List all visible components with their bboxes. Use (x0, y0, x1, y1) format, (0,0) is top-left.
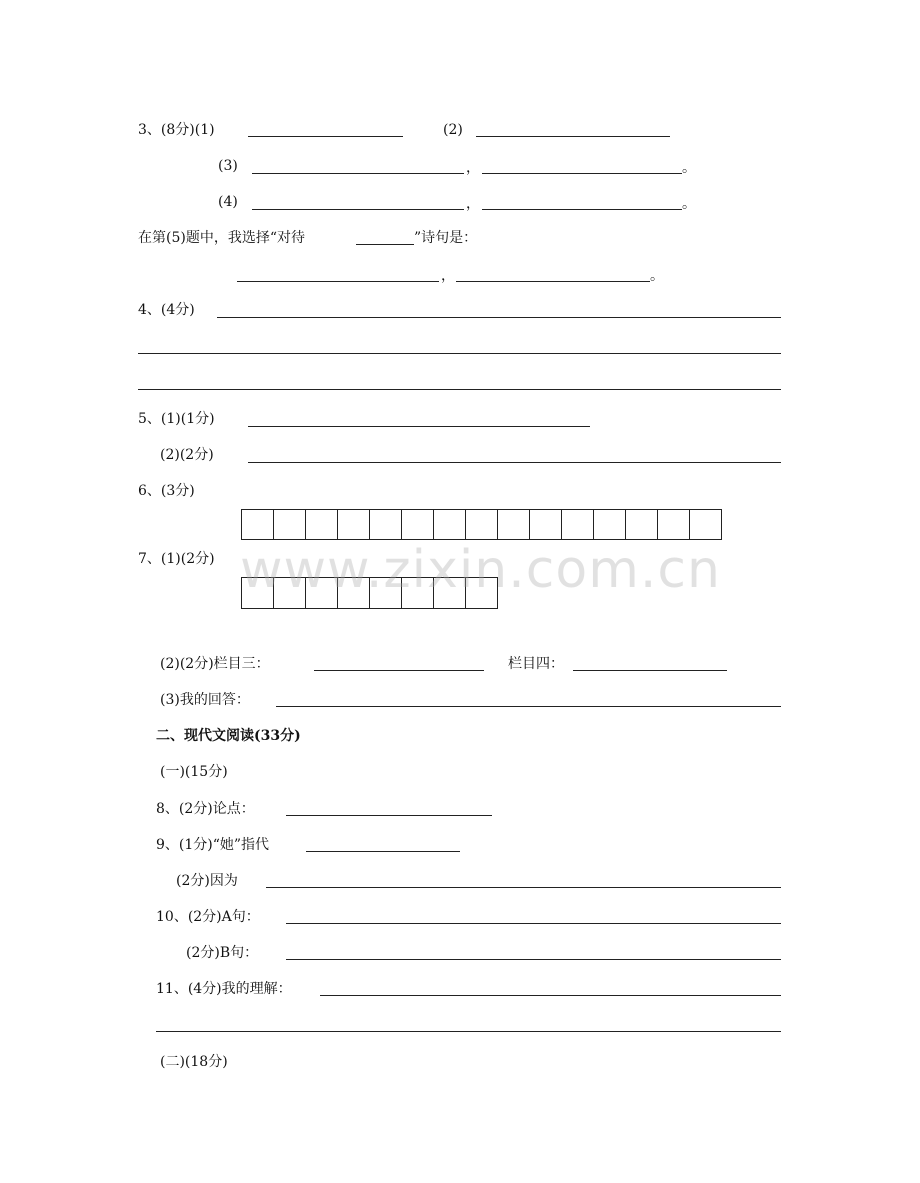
q3-label: 3、(8分)(1) (138, 122, 215, 138)
grid-cell[interactable] (274, 509, 306, 540)
q5-1-label: 5、(1)(1分) (138, 411, 215, 427)
q7-2-col3-blank[interactable] (314, 670, 484, 671)
q11-label: 11、(4分)我的理解： (156, 981, 292, 997)
q10-b-blank[interactable] (286, 959, 781, 960)
q3-4-label: (4) (218, 194, 238, 210)
part2-heading: (二)(18分) (160, 1054, 228, 1070)
q3-4-blank-a[interactable] (252, 209, 464, 210)
q3-3-blank-b[interactable] (482, 173, 682, 174)
grid-cell[interactable] (690, 509, 722, 540)
q7-3-blank[interactable] (276, 706, 781, 707)
grid-cell[interactable] (658, 509, 690, 540)
q8-label: 8、(2分)论点： (156, 801, 255, 817)
q9-1-label: 9、(1分)“她”指代 (156, 837, 270, 853)
q3-4-comma: ， (466, 196, 480, 212)
q3-3-period: 。 (682, 160, 696, 176)
grid-cell[interactable] (530, 509, 562, 540)
q7-2-col4-blank[interactable] (573, 670, 727, 671)
q3-1-blank[interactable] (248, 136, 403, 137)
q3-poem-blank-b[interactable] (456, 281, 650, 282)
q4-label: 4、(4分) (138, 302, 195, 318)
q7-2-col4-label: 栏目四： (508, 656, 564, 672)
q11-blank-1[interactable] (320, 995, 781, 996)
grid-cell[interactable] (370, 509, 402, 540)
q9-2-label: (2分)因为 (176, 873, 238, 889)
q6-label: 6、(3分) (138, 483, 195, 499)
watermark: www.zixin.com.cn (240, 540, 721, 600)
grid-cell[interactable] (242, 509, 274, 540)
q10-b-label: (2分)B句： (186, 945, 259, 961)
grid-cell[interactable] (434, 509, 466, 540)
q3-choice-text-a: 在第(5)题中，我选择“对待 (138, 230, 305, 246)
grid-cell[interactable] (498, 509, 530, 540)
q10-a-label: 10、(2分)A句： (156, 909, 260, 925)
q9-1-blank[interactable] (306, 851, 460, 852)
q4-blank-3[interactable] (138, 389, 781, 390)
q3-4-blank-b[interactable] (482, 209, 682, 210)
q5-2-blank[interactable] (248, 462, 781, 463)
part1-heading: (一)(15分) (160, 764, 228, 780)
q7-1-label: 7、(1)(2分) (138, 551, 215, 567)
q3-choice-text-b: ”诗句是： (414, 230, 478, 246)
q8-blank[interactable] (286, 815, 492, 816)
q3-poem-period: 。 (650, 268, 664, 284)
q7-2-label: (2)(2分)栏目三： (160, 656, 270, 672)
q4-blank-2[interactable] (138, 353, 781, 354)
q3-3-label: (3) (218, 158, 238, 174)
grid-cell[interactable] (466, 509, 498, 540)
section2-title: 二、现代文阅读(33分) (156, 728, 301, 744)
grid-cell[interactable] (402, 509, 434, 540)
q3-3-comma: ， (466, 160, 480, 176)
q5-2-label: (2)(2分) (160, 447, 214, 463)
q11-blank-2[interactable] (156, 1031, 781, 1032)
q7-3-label: (3)我的回答： (160, 692, 250, 708)
grid-cell[interactable] (626, 509, 658, 540)
q3-choice-blank[interactable] (356, 244, 414, 245)
q3-2-blank[interactable] (476, 136, 670, 137)
q3-3-blank-a[interactable] (252, 173, 464, 174)
q3-4-period: 。 (682, 196, 696, 212)
grid-cell[interactable] (306, 509, 338, 540)
q4-blank-1[interactable] (217, 317, 781, 318)
q9-2-blank[interactable] (266, 887, 781, 888)
q3-poem-blank-a[interactable] (237, 281, 439, 282)
grid-cell[interactable] (562, 509, 594, 540)
q3-2-label: (2) (443, 122, 463, 138)
grid-cell[interactable] (594, 509, 626, 540)
q3-poem-comma: ， (441, 268, 455, 284)
q6-answer-grid (241, 509, 722, 540)
q10-a-blank[interactable] (286, 923, 781, 924)
q5-1-blank[interactable] (248, 426, 590, 427)
grid-cell[interactable] (338, 509, 370, 540)
